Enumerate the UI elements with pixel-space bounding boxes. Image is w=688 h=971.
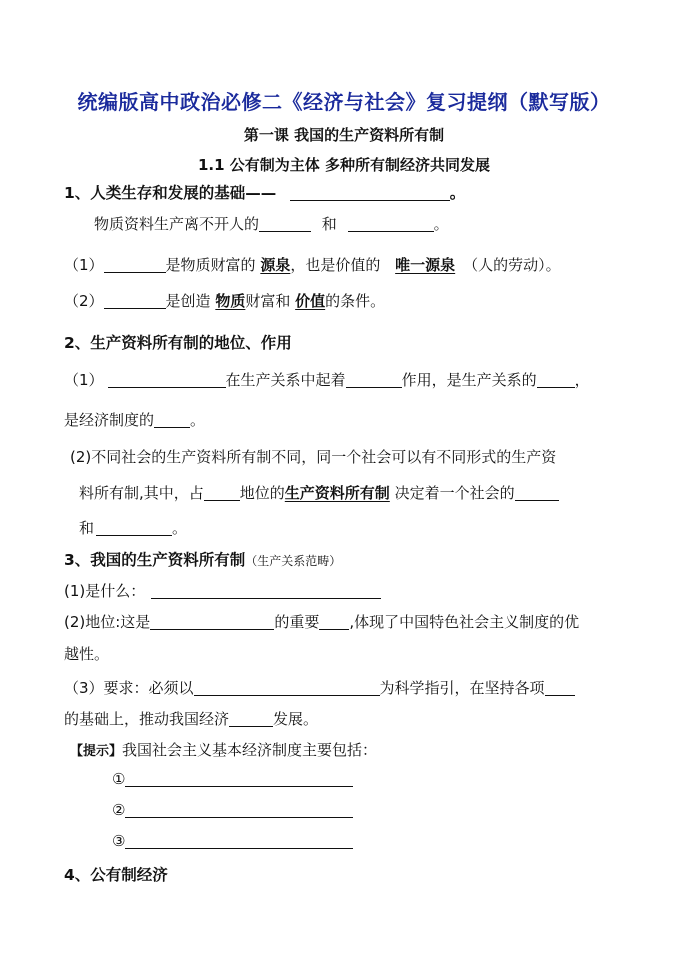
q2-p2-text-b: 地位的 — [239, 484, 285, 502]
lesson-title: 第一课 我国的生产资料所有制 — [243, 126, 445, 144]
q1-p2-num: （2） — [64, 292, 104, 310]
q1-heading — [64, 181, 465, 203]
q2-p1-blank3[interactable] — [537, 371, 575, 388]
q2-p2-line3-end: 。 — [172, 519, 188, 537]
section-title: 1.1 公有制为主体 多种所有制经济共同发展 — [197, 156, 491, 174]
q3-point3 — [64, 677, 575, 698]
q2-point1 — [64, 369, 590, 390]
q2-p2-line3-and: 和 — [79, 519, 95, 537]
q3-p3-blank2[interactable] — [545, 679, 575, 696]
q3-p3-text-c: 的基础上，推动我国经济 — [64, 710, 230, 728]
q1-line1-blank2[interactable] — [348, 215, 434, 232]
q1-p2-text-a: 是创造 — [165, 292, 211, 310]
q1-p2-material: 物质 — [215, 292, 246, 310]
q3-heading-note: （生产关系范畴） — [245, 554, 342, 568]
q3-item1-blank[interactable] — [125, 770, 353, 787]
q3-p2-blank2[interactable] — [319, 613, 349, 630]
tip-label: 【提示】 — [70, 744, 123, 759]
q3-p3-text-d: 发展。 — [273, 710, 319, 728]
q3-point2 — [64, 611, 579, 632]
q2-p1-text-a: 在生产关系中起着 — [225, 371, 346, 389]
q2-p1-blank2[interactable] — [346, 371, 402, 388]
q1-line1 — [94, 213, 449, 234]
q2-p1-line2-text: 是经济制度的 — [64, 411, 155, 429]
q3-p3-blank3[interactable] — [229, 710, 273, 727]
q1-p1-blank[interactable] — [104, 256, 166, 273]
q2-p1-blank1[interactable] — [108, 371, 226, 388]
q1-point1 — [64, 254, 561, 275]
q1-p1-text-a: 是物质财富的 — [165, 256, 256, 274]
q1-p1-text-b: ，也是价值的 — [290, 256, 381, 274]
q3-item2-blank[interactable] — [125, 801, 353, 818]
q2-point2-line1: (2)不同社会的生产资料所有制不同，同一个社会可以有不同形式的生产资 — [70, 448, 557, 466]
q3-p1-text: (1)是什么： — [64, 582, 146, 600]
q3-item-3 — [112, 832, 353, 850]
tip-text: 我国社会主义基本经济制度主要包括： — [122, 741, 378, 759]
q2-p2-blank2[interactable] — [515, 484, 559, 501]
q2-p1-text-b: 作用，是生产关系的 — [401, 371, 537, 389]
q1-p2-text-c: 的条件。 — [325, 292, 386, 310]
q3-item3-blank[interactable] — [125, 832, 353, 849]
q1-p2-text-b: 财富和 — [245, 292, 291, 310]
q3-p1-blank[interactable] — [151, 582, 381, 599]
q1-p1-num: （1） — [64, 256, 104, 274]
q3-item-2 — [112, 801, 353, 819]
q2-p2-bold-term: 生产资料所有制 — [284, 484, 390, 502]
item-marker-2: ② — [112, 801, 126, 819]
q1-p2-blank[interactable] — [104, 292, 166, 309]
q1-line1-and: 和 — [321, 215, 337, 233]
q3-point1 — [64, 580, 381, 601]
q4-heading: 4、公有制经济 — [64, 866, 168, 884]
q3-item-1 — [112, 770, 353, 788]
q3-p2-text-b: 的重要 — [274, 613, 320, 631]
q1-heading-end: 。 — [449, 184, 466, 202]
q2-p2-text-a: 料所有制,其中，占 — [79, 484, 204, 502]
q2-p1-line2-end: 。 — [190, 411, 206, 429]
q2-heading: 2、生产资料所有制的地位、作用 — [64, 334, 292, 352]
q3-heading-text: 3、我国的生产资料所有制 — [64, 551, 246, 569]
page-title: 统编版高中政治必修二《经济与社会》复习提纲（默写版） — [77, 90, 611, 114]
q2-p1-blank4[interactable] — [154, 411, 190, 428]
q1-p2-value: 价值 — [295, 292, 326, 310]
q2-point2-line2 — [79, 482, 559, 503]
q3-p2-text-a: (2)地位:这是 — [64, 613, 151, 631]
q1-point2 — [64, 290, 385, 311]
q1-line1-text: 物质资料生产离不开人的 — [94, 215, 260, 233]
q1-line1-end: 。 — [433, 215, 449, 233]
item-marker-1: ① — [112, 770, 126, 788]
q2-point1-line2 — [64, 409, 205, 430]
q2-p1-num: （1） — [64, 371, 104, 389]
item-marker-3: ③ — [112, 832, 126, 850]
q3-p3-text-b: 为科学指引，在坚持各项 — [379, 679, 545, 697]
q1-heading-text: 1、人类生存和发展的基础—— — [64, 184, 277, 202]
q3-p2-blank1[interactable] — [150, 613, 274, 630]
q3-p2-text-c: ,体现了中国特色社会主义制度的优 — [349, 613, 580, 631]
q2-p1-text-c: ， — [574, 371, 590, 389]
q2-p2-blank1[interactable] — [204, 484, 240, 501]
q1-p1-text-c: （人的劳动）。 — [463, 256, 561, 274]
q3-heading — [64, 548, 341, 570]
q3-p3-text-a: （3）要求：必须以 — [64, 679, 194, 697]
q3-tip — [70, 739, 377, 760]
q1-p1-source: 源泉 — [260, 256, 291, 274]
q2-point2-line3 — [79, 517, 187, 538]
q2-p2-blank3[interactable] — [96, 519, 172, 536]
q3-p3-blank1[interactable] — [194, 679, 380, 696]
q3-point2-line2: 越性。 — [64, 645, 110, 663]
q3-point3-line2 — [64, 708, 318, 729]
q1-p1-only-source: 唯一源泉 — [395, 256, 456, 274]
q2-p2-text-c: 决定着一个社会的 — [394, 484, 515, 502]
q1-line1-blank1[interactable] — [259, 215, 311, 232]
q1-blank[interactable] — [290, 184, 450, 201]
